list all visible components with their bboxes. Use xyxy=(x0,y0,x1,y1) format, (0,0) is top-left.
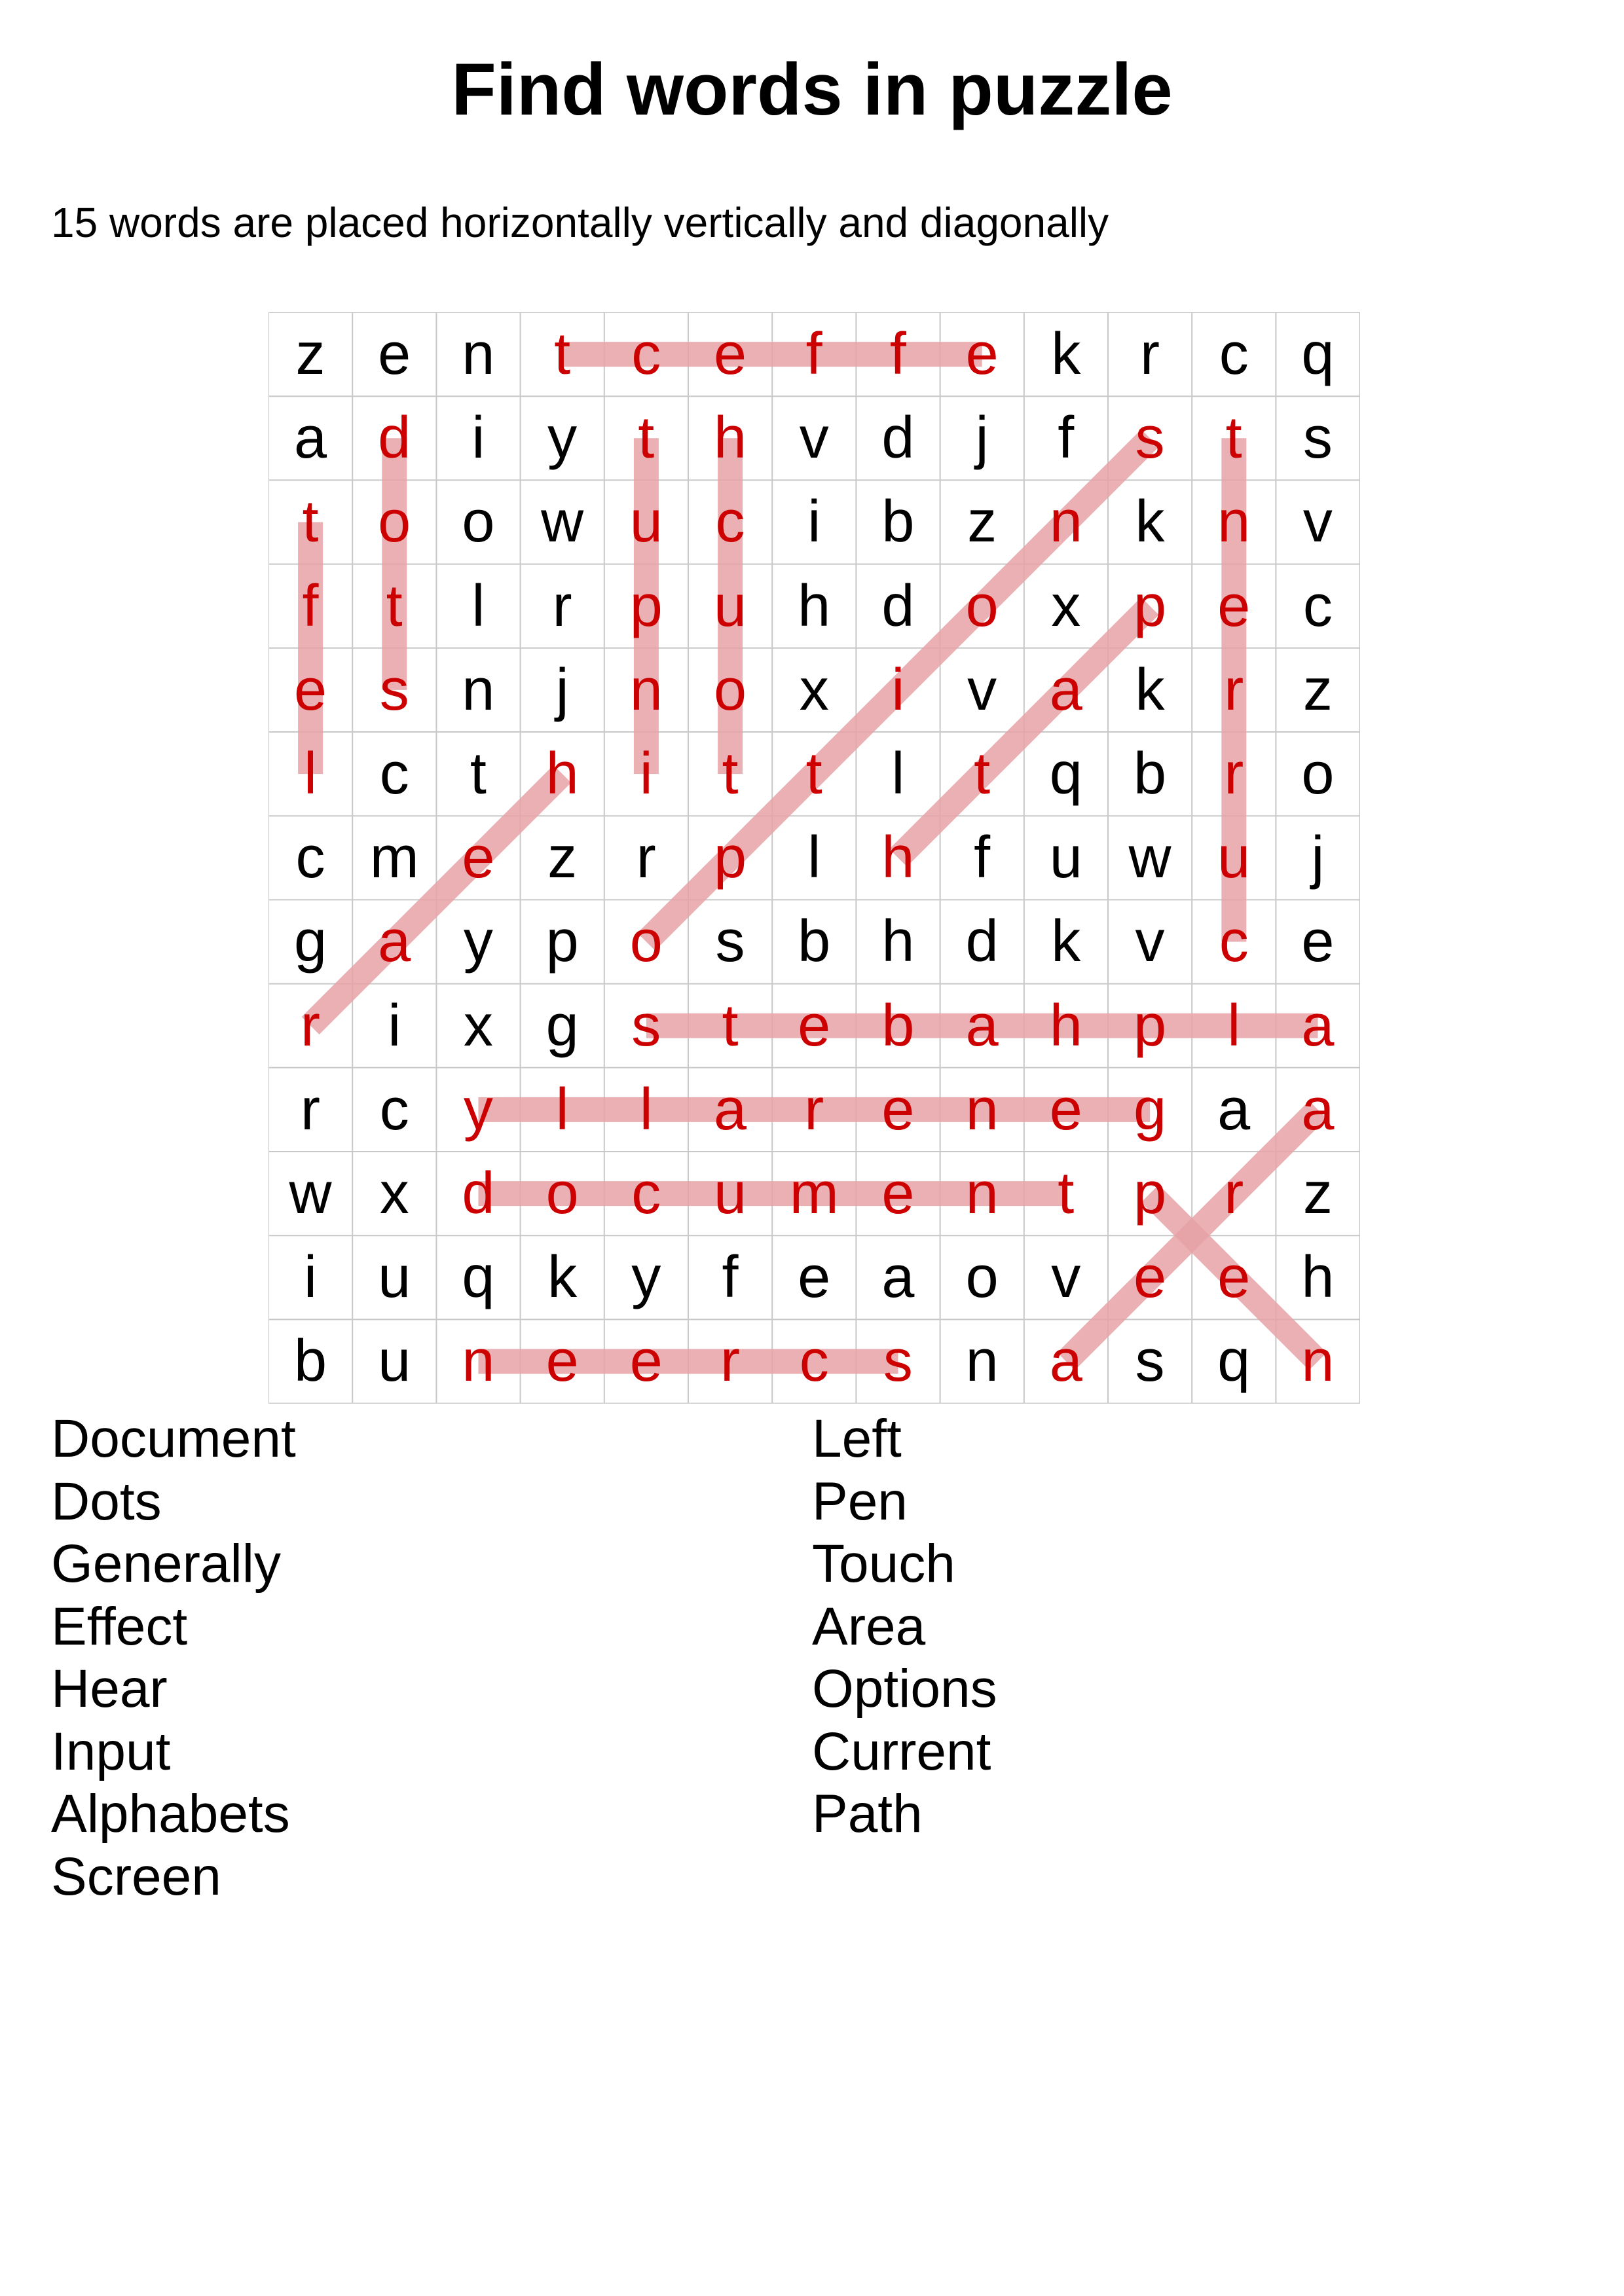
grid-letter: b xyxy=(1133,741,1167,807)
grid-letter: i xyxy=(891,657,905,723)
grid-letter: z xyxy=(967,489,997,555)
grid-letter: t xyxy=(1225,405,1242,471)
grid-letter: t xyxy=(470,741,487,807)
grid-letter: e xyxy=(1133,1245,1167,1311)
word-list-item: Path xyxy=(812,1784,923,1844)
grid-letter: h xyxy=(881,909,915,975)
word-list-item: Document xyxy=(51,1409,296,1468)
grid-letter: i xyxy=(639,741,653,807)
grid-letter: d xyxy=(462,1161,495,1226)
grid-letter: u xyxy=(1049,825,1082,891)
grid-letter: u xyxy=(378,1328,411,1394)
page-title: Find words in puzzle xyxy=(451,48,1173,130)
grid-letter: a xyxy=(1301,1076,1335,1142)
grid-letter: n xyxy=(1049,489,1082,555)
grid-letter: c xyxy=(1219,321,1249,387)
grid-letter: a xyxy=(881,1245,915,1311)
grid-letter: c xyxy=(1302,573,1333,639)
grid-letter: b xyxy=(881,489,915,555)
grid-letter: r xyxy=(301,1076,320,1142)
grid-letter: n xyxy=(462,321,495,387)
puzzle-grid xyxy=(268,312,1360,1404)
grid-letter: f xyxy=(722,1245,739,1311)
grid-letter: j xyxy=(1311,825,1325,891)
grid-letter: e xyxy=(293,657,327,723)
grid-letter: n xyxy=(1301,1328,1335,1394)
grid-letter: p xyxy=(545,909,579,975)
grid-letter: v xyxy=(1051,1245,1081,1311)
grid-letter: p xyxy=(629,573,663,639)
grid-letter: h xyxy=(1301,1245,1335,1311)
grid-letter: u xyxy=(713,573,747,639)
grid-letter: r xyxy=(1224,657,1244,723)
grid-letter: m xyxy=(369,825,419,891)
grid-letter: r xyxy=(1140,321,1160,387)
word-list-item: Current xyxy=(812,1721,991,1781)
grid-letter: t xyxy=(554,321,571,387)
word-list-item: Alphabets xyxy=(51,1784,290,1844)
grid-letter: w xyxy=(541,489,584,555)
grid-letter: s xyxy=(883,1328,913,1394)
grid-letter: a xyxy=(1301,993,1335,1059)
grid-letter: q xyxy=(1217,1328,1251,1394)
grid-letter: e xyxy=(1217,573,1251,639)
grid-letter: e xyxy=(629,1328,663,1394)
grid-letter: f xyxy=(805,321,822,387)
grid-letter: h xyxy=(713,405,747,471)
grid-letter: c xyxy=(1219,909,1249,975)
grid-letter: x xyxy=(463,993,493,1059)
grid-letter: e xyxy=(713,321,747,387)
grid-letter: o xyxy=(965,573,999,639)
grid-letter: h xyxy=(545,741,579,807)
grid-letter: d xyxy=(378,405,411,471)
grid-letter: r xyxy=(636,825,656,891)
grid-letter: l xyxy=(807,825,821,891)
grid-letter: r xyxy=(301,993,320,1059)
grid-letter: h xyxy=(798,573,831,639)
grid-letter: n xyxy=(965,1076,999,1142)
grid-letter: t xyxy=(302,489,319,555)
grid-letter: a xyxy=(378,909,411,975)
grid-letter: v xyxy=(1302,489,1333,555)
grid-letter: b xyxy=(293,1328,327,1394)
grid-letter: t xyxy=(974,741,991,807)
grid-letter: r xyxy=(804,1076,824,1142)
grid-letter: a xyxy=(1217,1076,1251,1142)
word-list-item: Left xyxy=(812,1409,902,1468)
word-list-item: Area xyxy=(812,1596,926,1656)
grid-letter: p xyxy=(713,825,747,891)
grid-letter: c xyxy=(379,1076,409,1142)
word-list-item: Pen xyxy=(812,1471,908,1531)
grid-letter: a xyxy=(1049,657,1082,723)
grid-letter: l xyxy=(555,1076,569,1142)
grid-letter: r xyxy=(720,1328,740,1394)
grid-letter: w xyxy=(1128,825,1172,891)
grid-letter: k xyxy=(1135,657,1165,723)
grid-letter: o xyxy=(965,1245,999,1311)
grid-letter: i xyxy=(807,489,821,555)
grid-letter: t xyxy=(386,573,403,639)
grid-letter: g xyxy=(293,909,327,975)
grid-letter: y xyxy=(547,405,578,471)
grid-letter: z xyxy=(1302,1161,1333,1226)
grid-letter: i xyxy=(388,993,401,1059)
grid-letter: s xyxy=(379,657,409,723)
grid-letter: q xyxy=(462,1245,495,1311)
grid-letter: y xyxy=(463,909,493,975)
word-list-item: Effect xyxy=(51,1596,188,1656)
grid-letter: o xyxy=(713,657,747,723)
word-list-item: Touch xyxy=(812,1534,955,1594)
grid-letter: t xyxy=(805,741,822,807)
grid-letter: e xyxy=(545,1328,579,1394)
grid-letter: l xyxy=(639,1076,653,1142)
grid-letter: k xyxy=(1135,489,1165,555)
grid-letter: c xyxy=(715,489,745,555)
grid-letter: d xyxy=(965,909,999,975)
grid-letter: c xyxy=(379,741,409,807)
grid-letter: c xyxy=(631,321,661,387)
grid-letter: g xyxy=(1133,1076,1167,1142)
grid-letter: d xyxy=(881,573,915,639)
grid-letter: n xyxy=(965,1161,999,1226)
grid-letter: l xyxy=(304,741,317,807)
grid-letter: z xyxy=(295,321,325,387)
grid-letter: z xyxy=(547,825,578,891)
grid-letter: p xyxy=(1133,993,1167,1059)
instructions: 15 words are placed horizontally vertically and diagonally xyxy=(51,199,1109,246)
grid-letter: v xyxy=(1135,909,1165,975)
grid-letter: o xyxy=(1301,741,1335,807)
grid-letter: u xyxy=(1217,825,1251,891)
grid-letter: e xyxy=(1301,909,1335,975)
word-list-item: Input xyxy=(51,1721,171,1781)
grid-letter: e xyxy=(881,1161,915,1226)
grid-letter: a xyxy=(1049,1328,1082,1394)
grid-letter: r xyxy=(552,573,572,639)
grid-letter: e xyxy=(881,1076,915,1142)
grid-letter: y xyxy=(631,1245,661,1311)
grid-letter: k xyxy=(547,1245,578,1311)
grid-letter: g xyxy=(545,993,579,1059)
grid-letter: h xyxy=(1049,993,1082,1059)
grid-letter: o xyxy=(462,489,495,555)
grid-letter: q xyxy=(1301,321,1335,387)
grid-letter: e xyxy=(462,825,495,891)
grid-letter: t xyxy=(1058,1161,1075,1226)
grid-letter: e xyxy=(798,1245,831,1311)
grid-letter: l xyxy=(471,573,485,639)
grid-letter: v xyxy=(967,657,997,723)
grid-letter: e xyxy=(378,321,411,387)
grid-letter: f xyxy=(974,825,991,891)
grid-letter: u xyxy=(378,1245,411,1311)
word-list-item: Hear xyxy=(51,1659,168,1719)
grid-letter: e xyxy=(1217,1245,1251,1311)
grid-letter: o xyxy=(545,1161,579,1226)
grid-letter: s xyxy=(1302,405,1333,471)
grid-letter: e xyxy=(965,321,999,387)
grid-letter: l xyxy=(891,741,905,807)
grid-letter: i xyxy=(304,1245,317,1311)
grid-letter: a xyxy=(713,1076,747,1142)
grid-letter: r xyxy=(1224,1161,1244,1226)
grid-letter: s xyxy=(715,909,745,975)
grid-letter: b xyxy=(881,993,915,1059)
word-list-item: Generally xyxy=(51,1534,281,1594)
grid-letter: d xyxy=(881,405,915,471)
grid-letter: u xyxy=(629,489,663,555)
grid-letter: k xyxy=(1051,909,1081,975)
grid-letter: l xyxy=(1227,993,1241,1059)
grid-letter: f xyxy=(302,573,319,639)
grid-letter: f xyxy=(1058,405,1075,471)
grid-letter: p xyxy=(1133,1161,1167,1226)
grid-letter: f xyxy=(889,321,906,387)
grid-letter: s xyxy=(631,993,661,1059)
grid-letter: n xyxy=(462,1328,495,1394)
grid-letter: r xyxy=(1224,741,1244,807)
grid-letter: z xyxy=(1302,657,1333,723)
word-list-item: Screen xyxy=(51,1846,221,1906)
grid-letter: i xyxy=(471,405,485,471)
grid-letter: x xyxy=(1051,573,1081,639)
grid-letter: s xyxy=(1135,405,1165,471)
grid-letter: q xyxy=(1049,741,1082,807)
grid-letter: e xyxy=(1049,1076,1082,1142)
grid-letter: n xyxy=(462,657,495,723)
grid-letter: w xyxy=(289,1161,332,1226)
grid-letter: c xyxy=(799,1328,829,1394)
grid-letter: c xyxy=(295,825,325,891)
grid-letter: x xyxy=(379,1161,409,1226)
grid-letter: a xyxy=(965,993,999,1059)
grid-letter: y xyxy=(463,1076,493,1142)
word-list-item: Options xyxy=(812,1659,997,1719)
grid-letter: h xyxy=(881,825,915,891)
grid-letter: o xyxy=(378,489,411,555)
grid-letter: n xyxy=(1217,489,1251,555)
grid-letter: s xyxy=(1135,1328,1165,1394)
grid-letter: o xyxy=(629,909,663,975)
grid-letter: b xyxy=(798,909,831,975)
grid-letter: v xyxy=(799,405,829,471)
grid-letter: j xyxy=(975,405,989,471)
grid-letter: t xyxy=(722,741,739,807)
grid-letter: n xyxy=(629,657,663,723)
grid-letter: j xyxy=(555,657,569,723)
grid-letter: c xyxy=(631,1161,661,1226)
grid-letter: n xyxy=(965,1328,999,1394)
grid-letter: t xyxy=(638,405,655,471)
grid-letter: p xyxy=(1133,573,1167,639)
grid-letter: e xyxy=(798,993,831,1059)
word-list-item: Dots xyxy=(51,1471,162,1531)
grid-letter: a xyxy=(293,405,327,471)
grid-letter: m xyxy=(789,1161,839,1226)
grid-letter: x xyxy=(799,657,829,723)
grid-letter: u xyxy=(713,1161,747,1226)
grid-letter: t xyxy=(722,993,739,1059)
grid-letter: k xyxy=(1051,321,1081,387)
